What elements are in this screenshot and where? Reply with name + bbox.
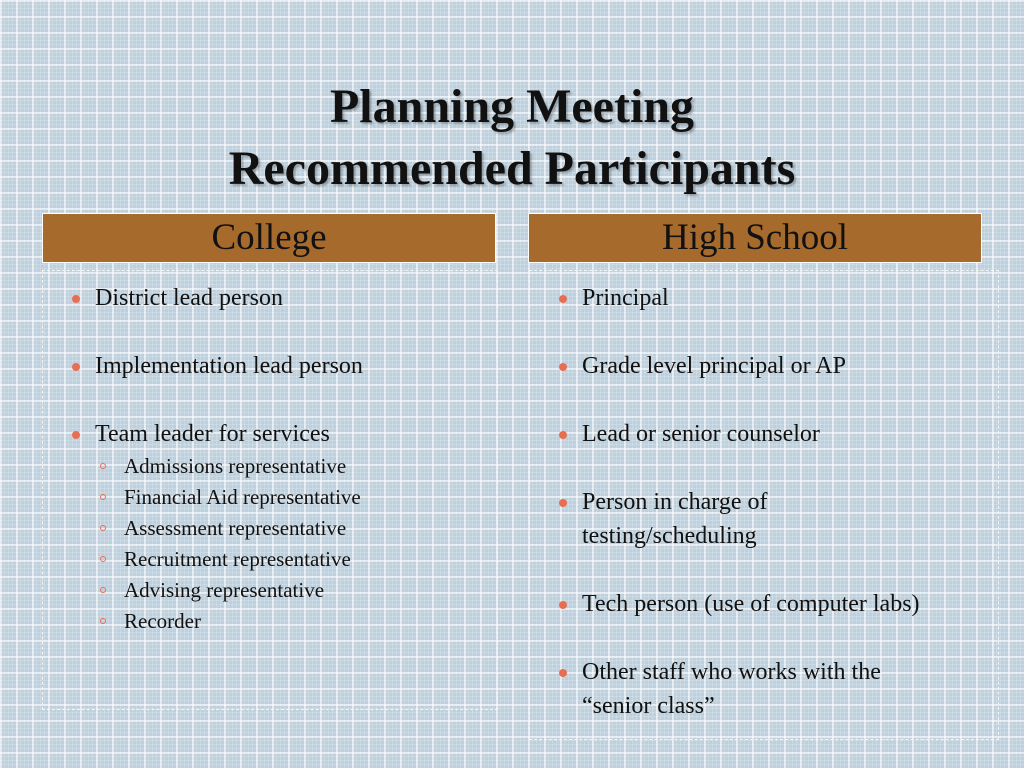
bullet-icon	[559, 363, 567, 371]
sub-bullet-icon	[100, 587, 106, 593]
bullet-icon	[559, 431, 567, 439]
list-item-text: Team leader for services	[95, 421, 330, 447]
list-item-text-line-1: Other staff who works with the	[582, 659, 881, 685]
sub-list-item	[95, 451, 490, 482]
list-item-text-line-2: testing/scheduling	[582, 523, 757, 549]
list-item	[70, 281, 490, 315]
slide-title	[0, 76, 1024, 200]
list-item	[557, 485, 997, 553]
bullet-icon	[72, 431, 80, 439]
sub-bullet-icon	[100, 618, 106, 624]
sub-list-item-text: Financial Aid representative	[124, 485, 361, 509]
bullet-icon	[559, 295, 567, 303]
sub-list-item	[95, 544, 490, 575]
list-item-text: Lead or senior counselor	[582, 421, 820, 447]
title-line-2: Recommended Participants	[228, 142, 796, 195]
list-item	[557, 349, 997, 383]
sub-bullet-icon	[100, 556, 106, 562]
sub-bullet-icon	[100, 525, 106, 531]
bullet-icon	[72, 295, 80, 303]
list-item-text: Grade level principal or AP	[582, 353, 846, 379]
list-item-text: District lead person	[95, 285, 283, 311]
sub-list-item-text: Recorder	[124, 609, 201, 633]
bullet-icon	[559, 601, 567, 609]
sub-bullet-icon	[100, 494, 106, 500]
high-school-column-header: High School	[528, 213, 982, 263]
bullet-icon	[72, 363, 80, 371]
list-item	[557, 587, 997, 621]
sub-list-item-text: Admissions representative	[124, 454, 347, 478]
high-school-participants-box	[529, 270, 999, 740]
list-item	[557, 655, 997, 723]
list-item	[70, 349, 490, 383]
bullet-icon	[559, 669, 567, 677]
bullet-icon	[559, 499, 567, 507]
list-item	[70, 417, 490, 637]
sub-bullet-icon	[100, 463, 106, 469]
sub-list-item	[95, 606, 490, 637]
list-item-text: Principal	[582, 285, 669, 311]
team-services-sublist	[95, 451, 490, 637]
sub-list-item-text: Assessment representative	[124, 516, 347, 540]
sub-list-item	[95, 575, 490, 606]
college-column-header: College	[42, 213, 496, 263]
list-item	[557, 417, 997, 451]
list-item-text: Tech person (use of computer labs)	[582, 591, 920, 617]
list-item-text-line-1: Person in charge of	[582, 489, 768, 515]
sub-list-item	[95, 482, 490, 513]
title-line-1: Planning Meeting	[329, 80, 694, 133]
list-item-text: Implementation lead person	[95, 353, 363, 379]
college-participant-list	[70, 281, 490, 637]
list-item	[557, 281, 997, 315]
sub-list-item	[95, 513, 490, 544]
list-item-text-line-2: “senior class”	[582, 693, 715, 719]
high-school-participant-list	[557, 281, 997, 723]
college-participants-box	[42, 270, 498, 710]
sub-list-item-text: Advising representative	[124, 578, 325, 602]
sub-list-item-text: Recruitment representative	[124, 547, 351, 571]
